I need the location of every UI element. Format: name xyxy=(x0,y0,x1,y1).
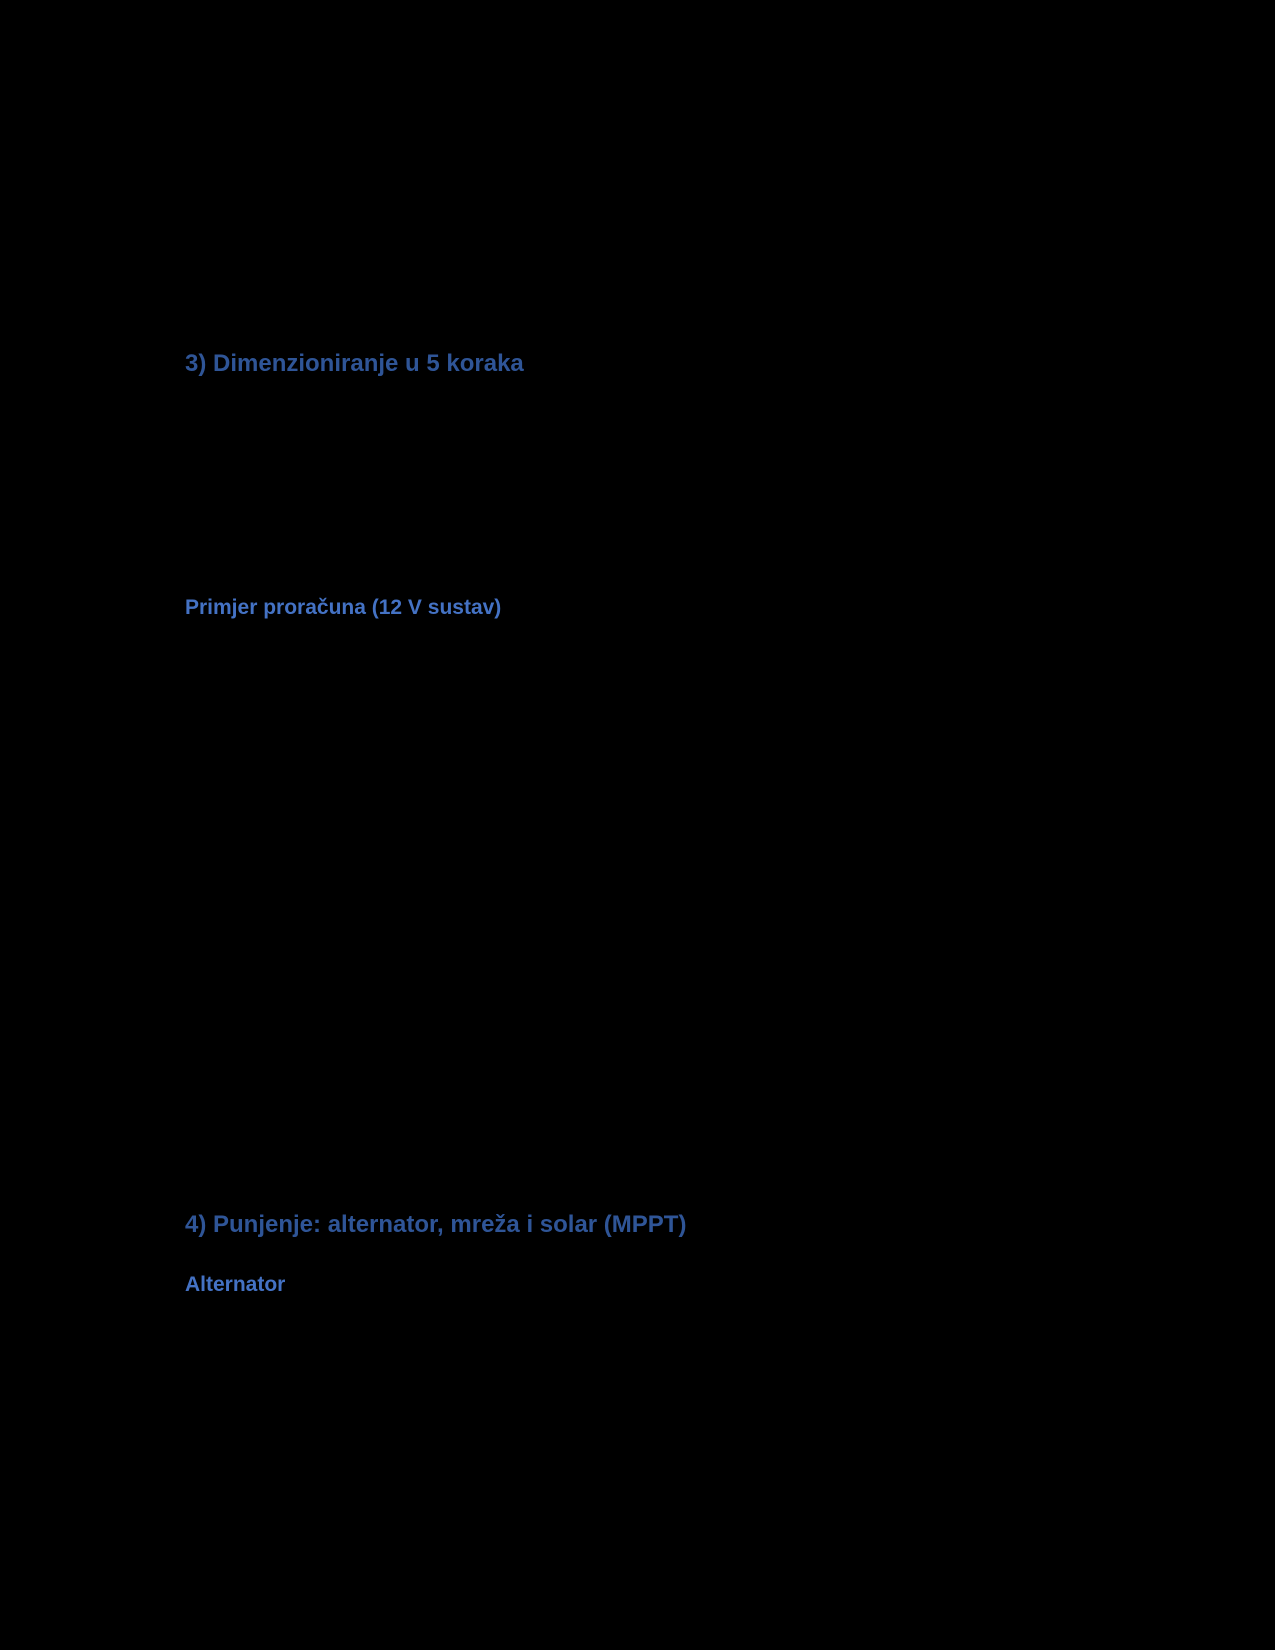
circle-bullet-icon: ○ xyxy=(188,1340,201,1362)
table-cell: 27,00 xyxy=(935,660,1087,743)
list-item-text: Za odvojene banke preporučujemo DC-DC punjač (profil punjenja, zaštita alternatora i LiFePO4). xyxy=(224,1309,1010,1331)
table-cell: 12 xyxy=(329,801,481,857)
table-row xyxy=(177,772,1087,801)
step-item xyxy=(185,509,1065,540)
example-heading: Primjer proračuna (12 V sustav) xyxy=(185,596,502,619)
step-text: Odaberite kemiju i izračunajte traženi kapacitet uz željenu autonomiju (npr. 2 dana) i preporučeni DoD. xyxy=(224,513,1053,535)
list-item-text: LiFePO4 (DoD ≈ 80%): kapacitet = 48,6 × 2 / 0,8 = 121,5 Ah → odaberite oko 120–125 Ah. xyxy=(224,1097,966,1119)
list-item-text: AGM/GEL (DoD ≈ 50%): kapacitet = 48,6 × 2 / 0,5 = 194,4 Ah → odaberite oko 200 Ah. xyxy=(224,1066,943,1088)
section-4-heading: 4) Punjenje: alternator, mreža i solar (MPPT) xyxy=(185,1211,687,1238)
step-text: Dodajte sigurnosnu rezervu (~ 20%). xyxy=(224,482,521,504)
table-cell: 45 xyxy=(329,660,481,743)
fragment-line: manju težinu. xyxy=(887,152,996,174)
table-cell: 10 xyxy=(329,743,481,772)
table-cell: 2,0 xyxy=(784,857,936,911)
step-text: Popišite potrošače (snaga u W i sati rada/dan). xyxy=(224,389,595,411)
fragment-line: punjenje, dugi xyxy=(397,183,512,205)
table-cell: 12 xyxy=(480,801,632,857)
table-cell: 12 xyxy=(480,857,632,911)
column-header: Potrošač xyxy=(177,631,329,660)
table-row xyxy=(177,743,1087,772)
section-3-heading: 3) Dimenzioniranje u 5 koraka xyxy=(185,350,524,377)
steps-list xyxy=(185,385,1065,540)
table-cell: 0,83 xyxy=(632,857,784,911)
table-cell: Kompresorski hladnjak (duty 30%) xyxy=(177,660,329,743)
table-cell: 3,75 xyxy=(632,660,784,743)
table-cell: 10 xyxy=(329,857,481,911)
column-header: Napon (V) xyxy=(480,631,632,660)
table-cell: 0,83 xyxy=(632,743,784,772)
column-header: Struja (A) xyxy=(632,631,784,660)
table-row xyxy=(177,857,1087,911)
table-cell: 3,33 xyxy=(935,743,1087,772)
column-header: Ah/dan xyxy=(935,631,1087,660)
fragment-line: masa, brzo xyxy=(397,152,484,174)
table-cell: LED rasvjeta xyxy=(177,743,329,772)
column-header: Snaga (W) xyxy=(329,631,481,660)
calculation-table xyxy=(176,630,1088,912)
step-item xyxy=(185,385,1065,416)
step-number: 5. xyxy=(185,513,200,535)
step-number: 4. xyxy=(185,482,200,504)
step-number: 3. xyxy=(185,451,200,473)
column-header: Sati/dan xyxy=(784,631,936,660)
step-text: Pretvorite W u A (struja) formulom: A = W / V. xyxy=(224,420,601,442)
circle-bullet-icon: ○ xyxy=(188,1097,201,1119)
table-cell: 2,50 xyxy=(935,772,1087,801)
table-cell: Pumpa vode xyxy=(177,772,329,801)
list-item xyxy=(185,1336,1065,1367)
circle-bullet-icon: ○ xyxy=(188,1066,201,1088)
step-text: Izračunajte dnevne ampersate: Ah/dan = A × sati. xyxy=(224,451,618,473)
table-cell: 5,00 xyxy=(632,772,784,801)
list-item xyxy=(185,1093,1065,1124)
table-row xyxy=(177,660,1087,743)
table-cell: 1,67 xyxy=(935,857,1087,911)
step-item xyxy=(185,478,1065,509)
step-item xyxy=(185,416,1065,447)
table-cell: 7,2 xyxy=(784,660,936,743)
table-cell: 6,00 xyxy=(935,801,1087,857)
table-cell: 6,0 xyxy=(784,801,936,857)
table-cell: 1,00 xyxy=(632,801,784,857)
fragment-line: i kompatibilno xyxy=(580,152,698,174)
table-header-row xyxy=(177,631,1087,660)
step-number: 2. xyxy=(185,420,200,442)
autonomy-list xyxy=(185,1062,1065,1124)
table-row xyxy=(177,801,1087,857)
fragment-col-3 xyxy=(887,148,1067,179)
table-cell: 4,0 xyxy=(784,743,936,772)
alternator-list xyxy=(185,1305,1065,1367)
step-number: 1. xyxy=(185,389,200,411)
alternator-heading: Alternator xyxy=(185,1273,286,1296)
fragment-col-1 xyxy=(397,148,567,272)
step-item xyxy=(185,447,1065,478)
total-line: Ukupno Ah/dan: 40,5 xyxy=(185,909,358,931)
table-cell: 12 xyxy=(480,660,632,743)
reserve-line: Sigurnosna rezerva 20%: 40,5 × 1,20 = 48,6 Ah/dan xyxy=(185,961,602,983)
table-cell: 60 xyxy=(329,772,481,801)
fragment-col-2 xyxy=(580,148,760,210)
table-cell: 0,5 xyxy=(784,772,936,801)
table-cell: Navigacija + instrumenti xyxy=(177,801,329,857)
autonomy-intro: S 2 dana autonomije: xyxy=(185,1013,355,1035)
fragment-line: ciklički vijek, xyxy=(397,214,507,236)
fragment-line: punjenje. xyxy=(580,183,654,205)
table-cell: 12 xyxy=(480,743,632,772)
fragment-line: stabilna kemija. xyxy=(397,245,524,267)
list-item xyxy=(185,1305,1065,1336)
list-item xyxy=(185,1062,1065,1093)
table-cell: 12 xyxy=(480,772,632,801)
table-cell: Punjači telefona xyxy=(177,857,329,911)
list-item-text: Jednostavnija opcija je VSR (spaja banke tek kad motor puni) — najbolji s olovnim bankama. xyxy=(224,1340,977,1362)
circle-bullet-icon: ○ xyxy=(188,1309,201,1331)
